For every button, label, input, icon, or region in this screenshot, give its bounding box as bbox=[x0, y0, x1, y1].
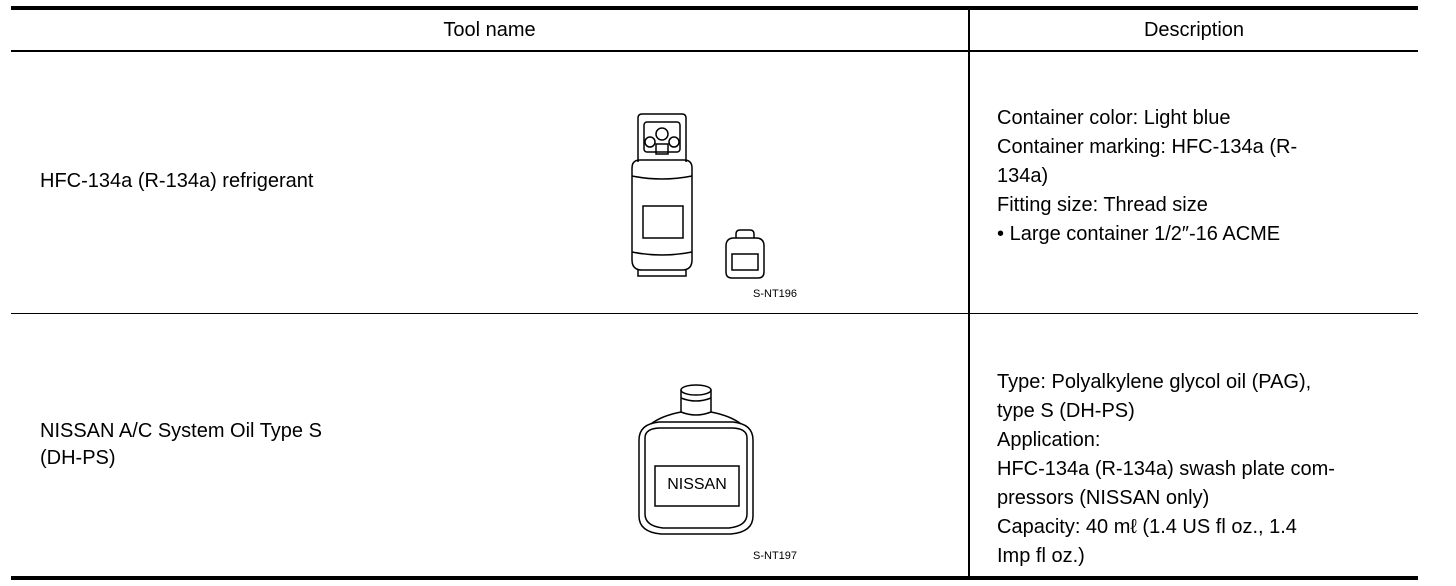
row2-tool-name-line2: (DH-PS) bbox=[40, 447, 116, 469]
bullet-glyph: • bbox=[997, 223, 1005, 245]
column-divider bbox=[968, 6, 970, 579]
large-container-size: Large container 1/2″-16 ACME bbox=[1009, 223, 1281, 245]
oil-can-illustration bbox=[631, 380, 761, 538]
row2-illustration-code: S-NT197 bbox=[753, 550, 798, 562]
tool-table bbox=[11, 6, 1418, 580]
capacity-cont: Imp fl oz.) bbox=[997, 545, 1085, 567]
row1-description bbox=[997, 104, 1397, 249]
row-divider bbox=[11, 313, 1418, 314]
capacity: Capacity: 40 mℓ (1.4 US fl oz., 1.4 bbox=[997, 516, 1297, 538]
row1-tool-name: HFC-134a (R-134a) refrigerant bbox=[40, 170, 314, 192]
oil-can-label: NISSAN bbox=[667, 476, 727, 493]
row2-tool-name bbox=[40, 418, 322, 472]
row2-description bbox=[997, 368, 1397, 571]
application-value: HFC-134a (R-134a) swash plate com- bbox=[997, 458, 1335, 480]
header-rule bbox=[11, 50, 1418, 52]
row1-illustration-code: S-NT196 bbox=[753, 288, 798, 300]
oil-type: Type: Polyalkylene glycol oil (PAG), bbox=[997, 371, 1312, 393]
application-label: Application: bbox=[997, 429, 1101, 451]
refrigerant-cylinder-illustration bbox=[626, 110, 766, 282]
container-color: Container color: Light blue bbox=[997, 107, 1231, 129]
fitting-bullet-item bbox=[997, 220, 1397, 249]
container-marking: Container marking: HFC-134a (R- bbox=[997, 136, 1298, 158]
container-marking-cont: 134a) bbox=[997, 165, 1049, 187]
table-bottom-rule bbox=[11, 576, 1418, 580]
header-description: Description bbox=[1143, 19, 1245, 41]
application-value-cont: pressors (NISSAN only) bbox=[997, 487, 1210, 509]
header-tool-name: Tool name bbox=[443, 19, 536, 41]
fitting-size: Fitting size: Thread size bbox=[997, 194, 1208, 216]
row2-tool-name-line1: NISSAN A/C System Oil Type S bbox=[40, 420, 322, 442]
oil-type-cont: type S (DH-PS) bbox=[997, 400, 1135, 422]
